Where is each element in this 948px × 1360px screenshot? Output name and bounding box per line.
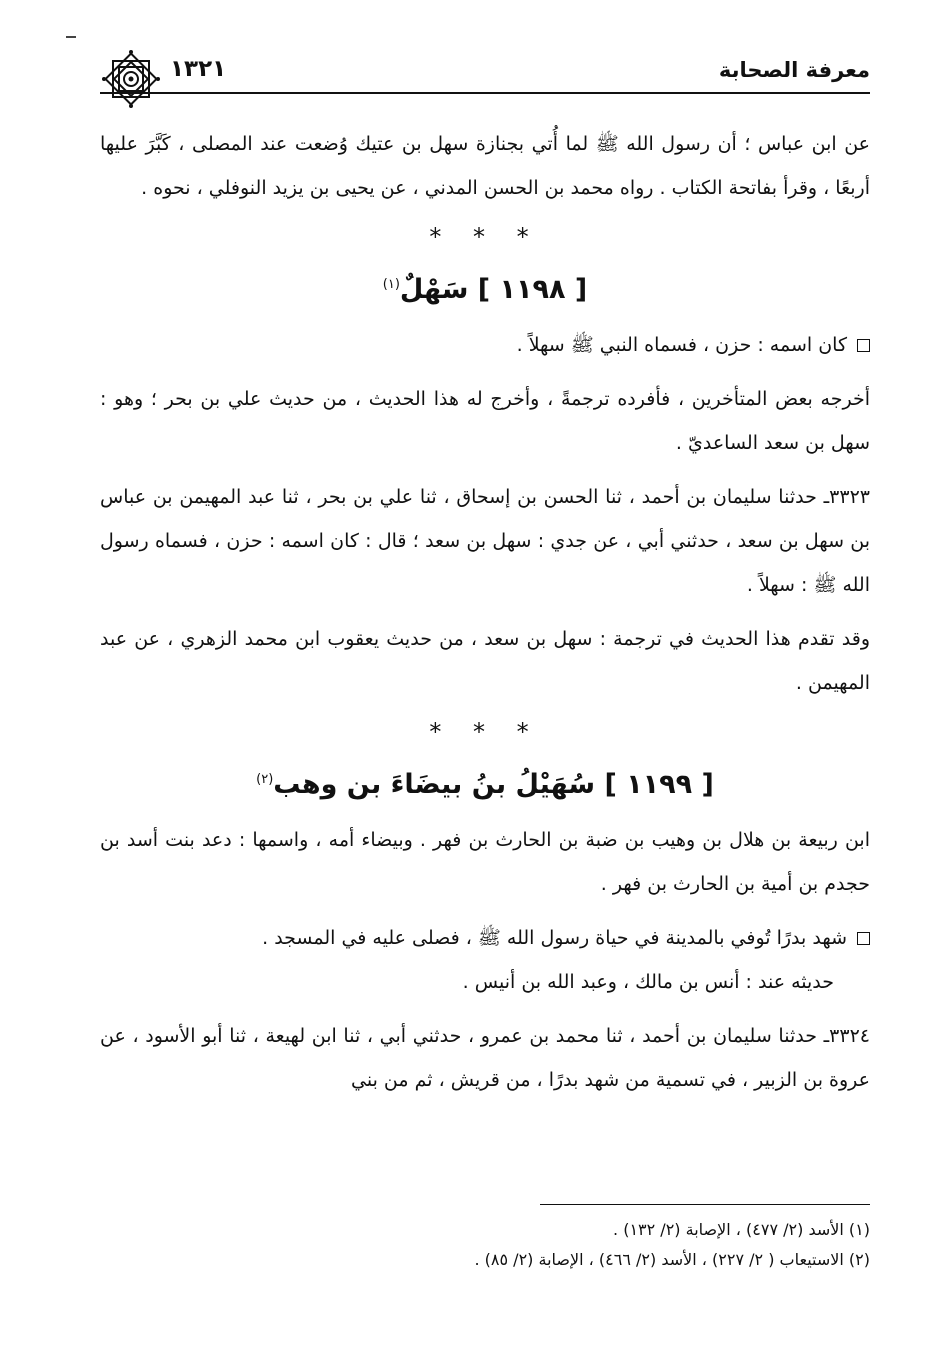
footnote-2: (٢) الاستيعاب ( ٢/ ٢٢٧) ، الأسد (٢/ ٤٦٦) ، الإصابة (٢/ ٨٥) . <box>474 1250 870 1269</box>
paragraph-badr <box>100 916 870 960</box>
paragraph-cross-ref: وقد تقدم هذا الحديث في ترجمة : سهل بن سعد ، من حديث يعقوب ابن محمد الزهري ، عن عبد المهيمن . <box>100 628 870 694</box>
entry-title-text: [ ١١٩٨ ] سَهْلٌ <box>399 274 588 305</box>
paragraph-text: كان اسمه : حزن ، فسماه النبي ﷺ سهلاً . <box>516 334 847 356</box>
footnote-1: (١) الأسد (٢/ ٤٧٧) ، الإصابة (٢/ ١٣٢) . <box>613 1220 870 1239</box>
entry-title-1198 <box>100 258 870 317</box>
square-bullet-icon <box>857 932 870 945</box>
running-title: معرفة الصحابة <box>718 58 870 82</box>
page-header <box>100 52 870 92</box>
corner-mark <box>66 36 76 38</box>
paragraph-text: شهد بدرًا تُوفي بالمدينة في حياة رسول الله ﷺ ، فصلى عليه في المسجد . <box>262 927 847 949</box>
section-separator: * * * <box>429 223 541 251</box>
hadith-3323: ٣٣٢٣ـ حدثنا سليمان بن أحمد ، ثنا الحسن بن إسحاق ، ثنا علي بن بحر ، ثنا عبد المهيمن بن عباس بن سهل بن سعد ، حدثني أبي ، عن جدي : سهل بن سعد ؛ قال : كان اسمه : حزن ، فسماه رسول الله ﷺ : سهلاً . <box>100 486 870 596</box>
entry-title-text: [ ١١٩٩ ] سُهَيْلُ بنُ بيضَاءَ بن وهب <box>273 769 714 800</box>
footnote-rule <box>540 1204 870 1205</box>
square-bullet-icon <box>857 339 870 352</box>
header-rule <box>100 92 870 94</box>
footnote-ref: (٢) <box>256 772 274 787</box>
paragraph-narrators: حديثه عند : أنس بن مالك ، وعبد الله بن أنيس . <box>462 971 834 993</box>
octagonal-star-ornament-icon <box>100 48 162 110</box>
entry-title-1199 <box>100 753 870 812</box>
main-text <box>100 122 870 1102</box>
page-number: ١٣٢١ <box>170 56 227 82</box>
hadith-3324: ٣٣٢٤ـ حدثنا سليمان بن أحمد ، ثنا محمد بن عمرو ، حدثني أبي ، ثنا ابن لهيعة ، ثنا أبو الأسود ، عن عروة بن الزبير ، في تسمية من شهد بدرًا ، من قريش ، ثم من بني <box>100 1025 870 1091</box>
paragraph-intro: عن ابن عباس ؛ أن رسول الله ﷺ لما أُتي بجنازة سهل بن عتيك وُضعت عند المصلى ، كَبَّرَ عليها أربعًا ، وقرأ بفاتحة الكتاب . رواه محمد بن الحسن المدني ، عن يحيى بن يزيد النوفلي ، نحوه . <box>100 133 870 199</box>
footnote-ref: (١) <box>382 277 400 292</box>
paragraph-name-note <box>100 323 870 367</box>
paragraph-commentary: أخرجه بعض المتأخرين ، فأفرده ترجمةً ، وأخرج له هذا الحديث ، من حديث علي بن بحر ؛ وهو : سهل بن سعد الساعديّ . <box>100 388 870 454</box>
section-separator: * * * <box>429 718 541 746</box>
paragraph-lineage: ابن ربيعة بن هلال بن وهيب بن ضبة بن الحارث بن فهر . وبيضاء أمه ، واسمها : دعد بنت أسد بن حجدم بن أمية بن الحارث بن فهر . <box>100 829 870 895</box>
footnotes <box>100 1204 870 1275</box>
